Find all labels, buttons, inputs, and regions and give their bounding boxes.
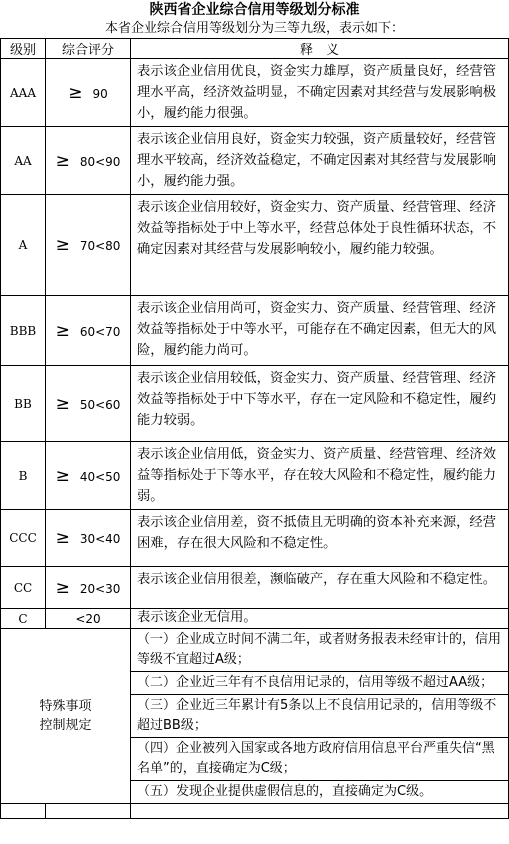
score-cell	[46, 567, 131, 609]
header-meaning: 释 义	[131, 39, 509, 59]
special-rule-item: （二）企业近三年有不良信用记录的，信用等级不超过AA级；	[131, 672, 508, 695]
score-cell	[46, 127, 131, 195]
empty-cell	[131, 804, 509, 819]
page-title: 陕西省企业综合信用等级划分标准	[149, 2, 360, 18]
ge-symbol: ≥	[55, 528, 70, 548]
desc-cell: 表示该企业信用优良，资金实力雄厚，资产质量良好，经营管理水平高，经济效益明显，不确定因素对其经营与发展影响极小，履约能力很强。	[131, 59, 509, 127]
special-rules-list	[131, 629, 509, 804]
score-value: 90	[92, 86, 108, 101]
special-label-line: 控制规定	[39, 718, 92, 733]
table-row	[1, 609, 509, 629]
score-cell	[46, 296, 131, 366]
special-label-line: 特殊事项	[39, 699, 92, 714]
score-value: 30<40	[79, 532, 121, 546]
desc-cell: 表示该企业信用良好，资金实力较强，资产质量较好，经营管理水平较高，经济效益稳定，不确定因素对其经营与发展影响小，履约能力强。	[131, 127, 509, 195]
empty-cell	[1, 804, 46, 819]
level-cell: C	[1, 609, 46, 629]
special-rule-item: （四）企业被列入国家或各地方政府信用信息平台严重失信“黑名单”的，直接确定为C级；	[131, 738, 508, 781]
desc-cell: 表示该企业信用较好，资金实力、资产质量、经营管理、经济效益等指标处于中上等水平，经营总体处于良性循环状态，不确定因素对其经营与发展影响较小，履约能力较强。	[131, 195, 509, 296]
score-value: 20<30	[79, 581, 121, 596]
desc-cell: 表示该企业信用尚可，资金实力、资产质量、经营管理、经济效益等指标处于中等水平，可能存在不确定因素，但无大的风险，履约能力尚可。	[131, 296, 509, 366]
level-cell: A	[1, 195, 46, 296]
level-cell: CCC	[1, 510, 46, 567]
score-value: 70<80	[79, 239, 121, 253]
special-rules-row	[1, 629, 509, 804]
level-cell: B	[1, 442, 46, 510]
special-rule-item: （一）企业成立时间不满二年，或者财务报表未经审计的，信用等级不宜超过A级；	[131, 629, 508, 672]
score-value: 40<50	[79, 469, 121, 484]
table-row	[1, 59, 509, 127]
table-row	[1, 510, 509, 567]
table-row	[1, 127, 509, 195]
ge-symbol: ≥	[55, 577, 70, 598]
header-score: 综合评分	[46, 39, 131, 59]
level-cell: CC	[1, 567, 46, 609]
score-value: 60<70	[79, 324, 121, 339]
desc-cell: 表示该企业信用低，资金实力、资产质量、经营管理、经济效益等指标处于下等水平，存在较大风险和不稳定性，履约能力弱。	[131, 442, 509, 510]
ge-symbol: ≥	[55, 393, 70, 414]
empty-cell	[46, 804, 131, 819]
desc-cell: 表示该企业信用差，资不抵债且无明确的资本补充来源，经营困难，存在很大风险和不稳定性。	[131, 510, 509, 567]
score-cell	[46, 366, 131, 442]
table-row	[1, 442, 509, 510]
level-cell: BB	[1, 366, 46, 442]
score-value: 80<90	[79, 154, 121, 169]
ge-symbol: ≥	[68, 82, 83, 103]
table-header-row	[1, 39, 509, 59]
ge-symbol: ≥	[55, 235, 70, 255]
desc-cell: 表示该企业信用很差，濒临破产，存在重大风险和不稳定性。	[131, 567, 509, 609]
special-rule-item: （五）发现企业提供虚假信息的，直接确定为C级。	[137, 784, 433, 799]
level-cell: BBB	[1, 296, 46, 366]
level-cell: AA	[1, 127, 46, 195]
ge-symbol: ≥	[55, 465, 70, 486]
level-cell: AAA	[1, 59, 46, 127]
ge-symbol: ≥	[55, 150, 70, 171]
ge-symbol: ≥	[55, 320, 70, 341]
desc-cell: 表示该企业无信用。	[131, 609, 509, 629]
special-rules-label	[1, 629, 131, 804]
page-subtitle: 本省企业综合信用等级划分为三等九级，表示如下：	[104, 21, 404, 36]
table-row	[1, 366, 509, 442]
table-row	[1, 195, 509, 296]
score-cell	[46, 59, 131, 127]
score-cell	[46, 442, 131, 510]
score-cell	[46, 510, 131, 567]
credit-level-table	[0, 38, 509, 819]
table-row	[1, 296, 509, 366]
header-level: 级别	[1, 39, 46, 59]
desc-cell: 表示该企业信用较低，资金实力、资产质量、经营管理、经济效益等指标处于中下等水平，存在一定风险和不稳定性，履约能力较弱。	[131, 366, 509, 442]
score-cell: <20	[46, 609, 131, 629]
score-cell	[46, 195, 131, 296]
score-value: 50<60	[79, 397, 121, 412]
empty-row	[1, 804, 509, 819]
special-rule-item: （三）企业近三年累计有5条以上不良信用记录的，信用等级不超过BB级；	[131, 695, 508, 738]
table-row	[1, 567, 509, 609]
